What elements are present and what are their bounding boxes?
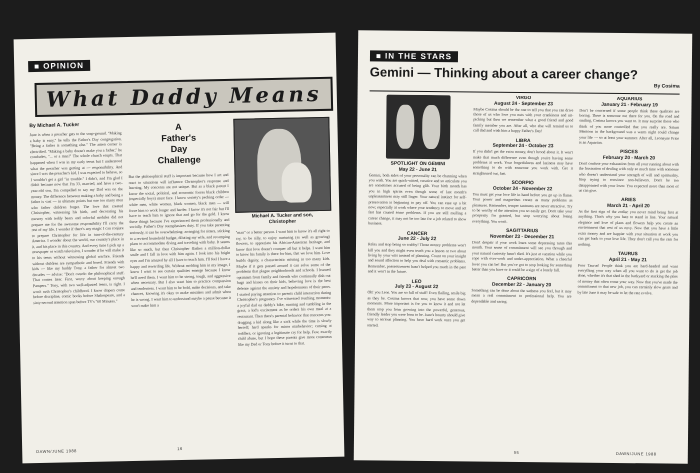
sign-text-libra: If you didn't get the extra money, don't brood about it. It won't make that much difference even though you're having some problems at work. Your forgetfulness and laziness may have something to do with someone you work with. Get it straightened out, fast. bbox=[472, 149, 574, 176]
article-intro-text: June is when a preacher gets to the soap-ground. "Making a baby is easy," he tells the Father's Day congregation. "Being a father is something else." The amen corner is electrified. "Making a baby doesn't make you a father," he concludes, "... or a man!" The whole church erupts. That happened when I was in my early teens but I understood what the preacher was getting at — responsibility. And since I was the preacher's kid, I was expected to behave, so I wouldn't get a girl "in trouble." I didn't, and I'm glad I didn't because now that I'm 33, married, and have a two-year-old son, I'm compelled to say my Dad was on the money. The difference between making a baby and being a father is vast — in ultimate points but one too many men who father children forget. The love that created Christopher, witnessing his birth, and decorating his nursery with teddy bears and colorful mobiles did not prepare me for the awesome responsibility I'll carry the rest of my life. I wonder if there's any magic I can conjure to prepare Christopher for life in turn-of-the-century America. I wonder about the world, our country's place in it, and his place in this country. bbox=[29, 131, 124, 249]
section-header-in-the-stars: ■ IN THE STARS bbox=[370, 50, 458, 62]
sign-dates-virgo: August 24 - September 23 bbox=[494, 101, 553, 108]
spotlight-dates: May 22 - June 21 bbox=[398, 167, 437, 173]
twin-figure-left bbox=[396, 105, 414, 149]
sign-text-cancer: Relax and stop being so crabby! Those money problems won't kill you and they might even teach you a lesson or two about living by your wits instead of planning. Count on your insight and sound affection to help you deal with romantic problems. Remember, possessiveness hasn't helped you much in the past and it won't in the future. bbox=[367, 242, 467, 275]
sign-name-sagittarius: SAGITTARIUS bbox=[506, 229, 539, 235]
horoscope-column-3 bbox=[576, 97, 680, 448]
sign-text-pisces: Don't confuse your exhaustion from all your running about with the frustration of dealing with only so much time with someone who doesn't understand your strength of will and spirituality. Stop trying to convince non-believers. Don't be too disappointed with your lover. You expected more than most of us can give. bbox=[578, 161, 679, 193]
father-son-photo bbox=[233, 117, 331, 213]
sign-dates-aquarius: January 21 - February 19 bbox=[601, 102, 658, 109]
sign-dates-cancer: June 22 - July 22 bbox=[397, 237, 437, 243]
horoscope-byline: By Cosima bbox=[653, 83, 680, 90]
photo-figure-son bbox=[281, 162, 312, 203]
article-column-3: "man" or a better person. I want him to know it's all right to cry, to be silly, to enjoy nurturing (as well as growing) flowers, to appreciate his African-American heritage, and know that love doesn't conquer all but it helps. I want him to know his family is there for him, that we love him. Love builds dignity, a characteristic missing in too many kids. Maybe if it gets passed around it can solve some of the problems that plague neighborhoods and schools. I learned optimism from family and friends who continually dish out hugs and kisses on their kids, believing love is the best defense against the anxiety and hopelessness of their peers. I started paying attention to parents child interaction during Christopher's pregnancy. I've witnessed touching moments: a joyful dad on daddy's bike, running and tumbling in the grass, a kid's excitement as he orders his own meal at a restaurant. Then there's parental behavior that concerns you: dragging a kid along like a sack while the time is slowly herself; hard spanks for minor misbehavior; cursing at toddlers, or ignoring a legitimate cry for help. Few, exactly child abuse, but I hope these parents give more consensus like my Dad or Tony before it turns to that. bbox=[235, 228, 332, 347]
subtitle-line-3: Day bbox=[170, 143, 188, 155]
caption-line-2: Christopher bbox=[268, 219, 297, 226]
sign-text-aquarius: Don't be concerned if some people think these qualities are boring. There is someone out there for you. On the road and smiling, Cosima knows you want to. It may surprise those who think of you more controlled that you really are. Saturn Mentoon in the background was a warm night could change your life — so at least your summer. After all, Leonayne Price is an Aquarian. bbox=[579, 108, 680, 145]
right-magazine-page bbox=[354, 30, 692, 463]
article-title: What Daddy Means bbox=[35, 77, 334, 117]
sign-text-sagittarius: Don't despair if your work loses some depressing turns this month. Your sense of commitment will see you through and your natural curiosity hasn't died. It's just at vacation while you cope with over-work and under-appreciation. What a cheerful lover you can be! But you've got to stop looking for something better than you have or it could be a sign of a lonely fall. bbox=[471, 240, 573, 273]
sign-dates-capricorn: December 22 - January 20 bbox=[491, 282, 552, 289]
photo-caption bbox=[233, 213, 331, 227]
sign-dates-pisces: February 20 - March 20 bbox=[602, 156, 656, 162]
article-byline: By Michael A. Tucker bbox=[29, 122, 80, 130]
sign-name-aquarius: AQUARIUS bbox=[616, 96, 643, 103]
article-column-1-more: And every time I pick up a newspaper or watch television, I wonder if he will make it to his teens without witnessing global warfare. Friends without children are sympathetic and bored. Friends with kids — like my buddy Tony, a father for almost two decades — advise: "Don't overdo the philosophical stuff. That comes later. First, worry about keeping enough Pampers." Tony, with two well-adjusted teens, is right. I won't rush Christopher's childhood. I know diapers come before discipline, comic books before Shakespeare, and a sixty-second attention span before TV's "60 Minutes." bbox=[32, 243, 126, 305]
folio-page-number: 16 bbox=[177, 445, 183, 452]
sign-dates-sagittarius: November 23 - December 21 bbox=[489, 234, 555, 241]
sign-dates-leo: July 23 - August 22 bbox=[394, 285, 439, 291]
horoscope-title: Gemini — Thinking about a career change? bbox=[369, 64, 638, 83]
gemini-twins-illustration bbox=[386, 95, 451, 160]
sign-text-capricorn: Something can be done about the sadness you feel, but it may mean a real commitment to professional help. You are dependable and caring. bbox=[471, 288, 572, 304]
article-subtitle bbox=[137, 121, 220, 167]
sign-name-scorpio: SCORPIO bbox=[511, 181, 534, 187]
subtitle-line-2: Father's bbox=[161, 132, 197, 144]
folio-magazine-date: DAWN/JUNE 1988 bbox=[36, 448, 77, 455]
section-header-opinion: ■ OPINION bbox=[28, 60, 90, 72]
twin-figure-right bbox=[422, 105, 440, 149]
article-column-2: But the philosophical stuff is important because how I act and react to situations will influence Christopher's response and learning. My concerns are not unique. But as a black parent I know the social, political, and economic forces black children (especially boys) must face. I know society's pecking order — white men, white women, black women, black men — will force him to work longer and harder. I know it's not fair but I'll have to teach him to ignore that and go for the gold. I know these things because I've experienced them professionally and socially. Father's Day reemphasizes duty. If you take parenting seriously, it can be overwhelming: arranging for sitters, sticking to a revised household budget, diluting my wife, and revamping plans to accommodate diving and traveling with baby. It seems like so much, but then Christopher flashes a million-dollar smile and I fall in love with him again. I look into his bright eyes and I'm amazed by all I have to teach him. I'll feel I have a happy and rewarding life. Without molding him in my image, I know I want to see certain qualities emerge because I know he'll need them. I want him to be strong, tough, and aggressive when necessary. But I also want him to practice compassion and tenderness. I want him to be bold, make decisions, and take chances, knowing it's okay to make mistakes and admit when he is wrong. I want him to understand maybe a pause because it won't make him a bbox=[128, 172, 232, 308]
sign-name-cancer: CANCER bbox=[406, 231, 428, 237]
spotlight-heading: SPOTLIGHT ON GEMINI bbox=[390, 161, 446, 168]
sign-name-virgo: VIRGO bbox=[515, 95, 532, 102]
folio-magazine-date: DAWN/JUNE 1988 bbox=[615, 450, 657, 457]
section-label: OPINION bbox=[43, 60, 85, 71]
sign-dates-aries: March 21 - April 20 bbox=[607, 204, 650, 210]
sign-name-taurus: TAURUS bbox=[618, 251, 638, 258]
sign-text-virgo: Maybe Cosima should be the one to tell you that you can drive those of us who love you nuts with your crankiness and nit-picking but then we remember what a good friend and good family member you are. After all, who else will remind us to call dad and wish him a happy Father's Day! bbox=[473, 107, 574, 134]
sign-text-aries: As the first sign of the zodiac you never mind being first at anything. That's why you hate to stand in line. Your natural elegance and love of plans and flowers help you create an environment that rest of us envy. Now that you have a little extra money and are happier with your situation at work you can get back to your love life. They don't call you the ram for nothing. bbox=[578, 209, 679, 247]
folio-page-number: 55 bbox=[513, 449, 520, 455]
left-magazine-page bbox=[14, 33, 345, 464]
sign-dates-taurus: April 21 - May 21 bbox=[608, 257, 647, 263]
subtitle-line-1: A bbox=[175, 121, 182, 133]
sign-name-leo: LEO bbox=[411, 279, 422, 285]
spotlight-text: Gemini, both sides of your personality can be charming when you wish. You are quick-witted, creative and so articulate you are sometimes accused of being glib. Your birth month has you in high spirits even though some of last month's unpleasantness may still linger. Your natural instinct for self-preservation is beginning to pay off. You can ease up a bit now; especially at work where your tendency to move and act fast has caused some problems. If you are still mulling a career change, it may not be too late for a job related to show business. bbox=[368, 172, 467, 226]
horoscope-column-1 bbox=[366, 94, 468, 445]
subtitle-line-4: Challenge bbox=[157, 154, 201, 166]
article-column-1 bbox=[30, 131, 128, 443]
sign-name-aries: ARIES bbox=[621, 198, 636, 204]
sign-name-libra: LIBRA bbox=[515, 138, 531, 144]
sign-dates-libra: September 24 - October 23 bbox=[492, 144, 554, 150]
sign-name-capricorn: CAPRICORN bbox=[507, 277, 537, 283]
caption-line-1: Michael A. Tucker and son, bbox=[251, 213, 314, 220]
section-label: IN THE STARS bbox=[385, 51, 453, 62]
sign-name-pisces: PISCES bbox=[620, 150, 638, 156]
sign-dates-scorpio: October 24 - November 22 bbox=[492, 186, 553, 193]
horoscope-column-2 bbox=[470, 95, 574, 446]
sign-text-scorpio: You must get your love life in hand before you go up in flame. Your power and magnetism create as many problems as pleasures. Remember, temper tantrums are never attractive. Try to be worthy of the attention you so easily get. Don't take your prosperity for granted, but stop worrying about losing everything. You won't. bbox=[472, 192, 573, 224]
sign-text-taurus: Poor Taurus! People think you are hard-headed and want everything your way when all you want to do is get the job done, whether it's that shed in the backyard or stacking the piles of money that often come your way. Now that you've made the commitment to that new job, you can certainly slow gears and by late June it may be safe to let the rate evolve. bbox=[577, 263, 678, 295]
sign-text-leo: Oh! you Leos. You are so full of stuff! Even flailing, smile big as they be. Cosima knows that now, you have some down moments. More important is for you to know it and not let them stop you from growing into the powerful, generous, friendly leader you were born to be. June's bounty should give way to serious planning. You have hard work once you get started. bbox=[367, 290, 466, 328]
